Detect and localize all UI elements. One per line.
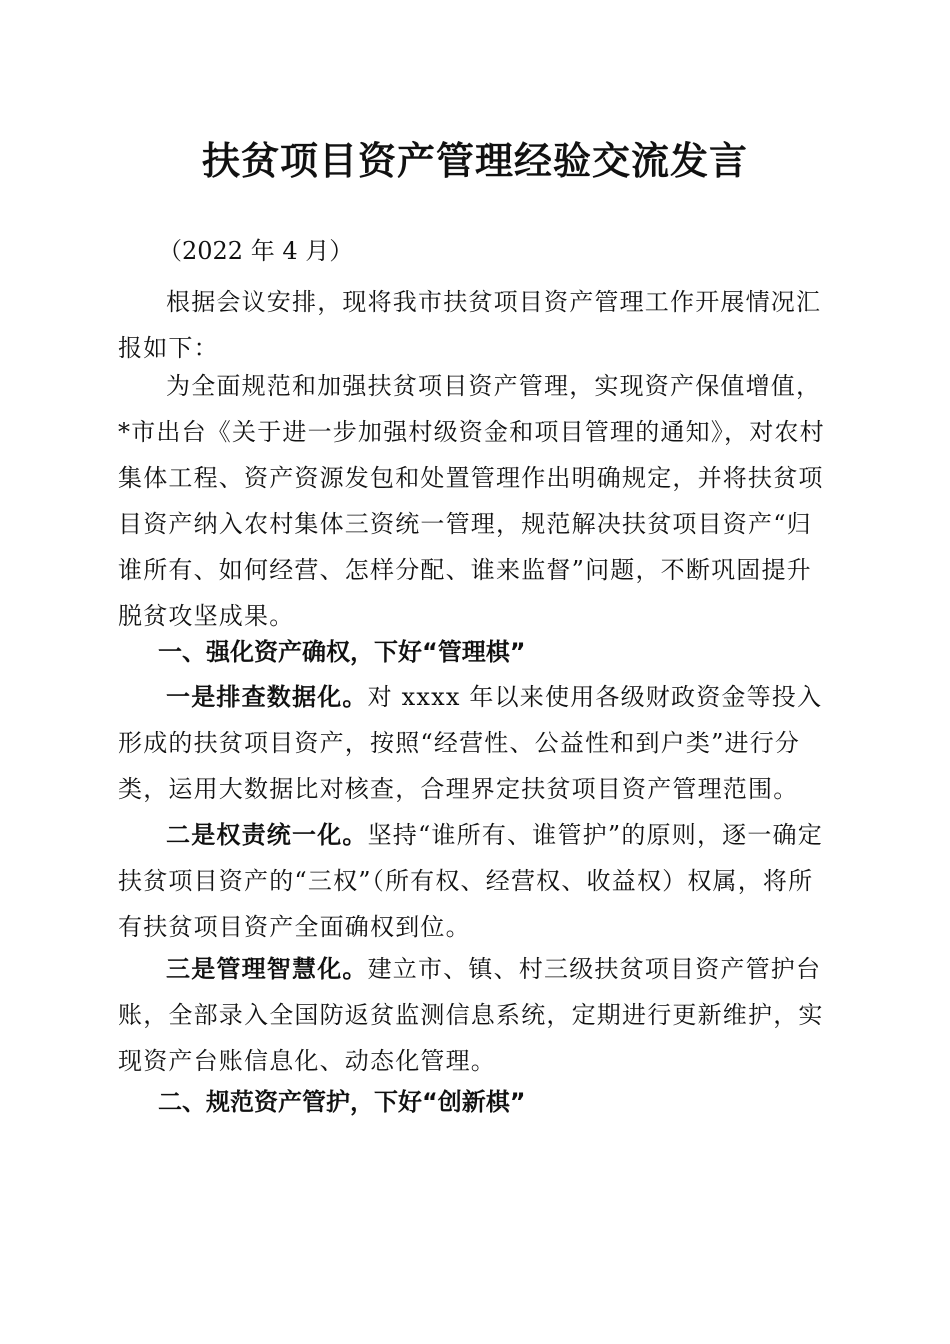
- item-text: 对 xxxx 年以来使用各级财政资金等投入形成的扶贫项目资产，按照“经营性、公益性和到户类”进行分类，运用大数据比对核查，合理界定扶贫项目资产管理范围。: [118, 683, 823, 803]
- item-text: 坚持“谁所有、谁管护”的原则，逐一确定扶贫项目资产的“三权”（所有权、经营权、收益权）权属，将所有扶贫项目资产全面确权到位。: [118, 821, 823, 941]
- item-text: 建立市、镇、村三级扶贫项目资产管护台账，全部录入全国防返贫监测信息系统，定期进行更新维护，实现资产台账信息化、动态化管理。: [118, 955, 824, 1075]
- document-date: （2022 年 4 月）: [158, 237, 354, 265]
- item-lead: 一是排查数据化。: [166, 683, 368, 711]
- section1-item-1: [118, 674, 830, 812]
- section-heading-1: 一、强化资产确权，下好“管理棋”: [158, 638, 526, 666]
- document-title: 扶贫项目资产管理经验交流发言: [201, 138, 748, 183]
- item-lead: 二是权责统一化。: [166, 821, 368, 849]
- section1-item-3: [118, 946, 830, 1084]
- section-heading-2: 二、规范资产管护，下好“创新棋”: [158, 1088, 526, 1116]
- intro-paragraph: 根据会议安排，现将我市扶贫项目资产管理工作开展情况汇报如下：: [118, 288, 822, 362]
- section1-item-2: [118, 812, 830, 950]
- overview-paragraph: 为全面规范和加强扶贫项目资产管理，实现资产保值增值，*市出台《关于进一步加强村级资金和项目管理的通知》，对农村集体工程、资产资源发包和处置管理作出明确规定，并将扶贫项目资产纳入农村集体三资统一管理，规范解决扶贫项目资产“归谁所有、如何经营、怎样分配、谁来监督”问题，不断巩固提升脱贫攻坚成果。: [118, 372, 825, 630]
- item-lead: 三是管理智慧化。: [166, 955, 368, 983]
